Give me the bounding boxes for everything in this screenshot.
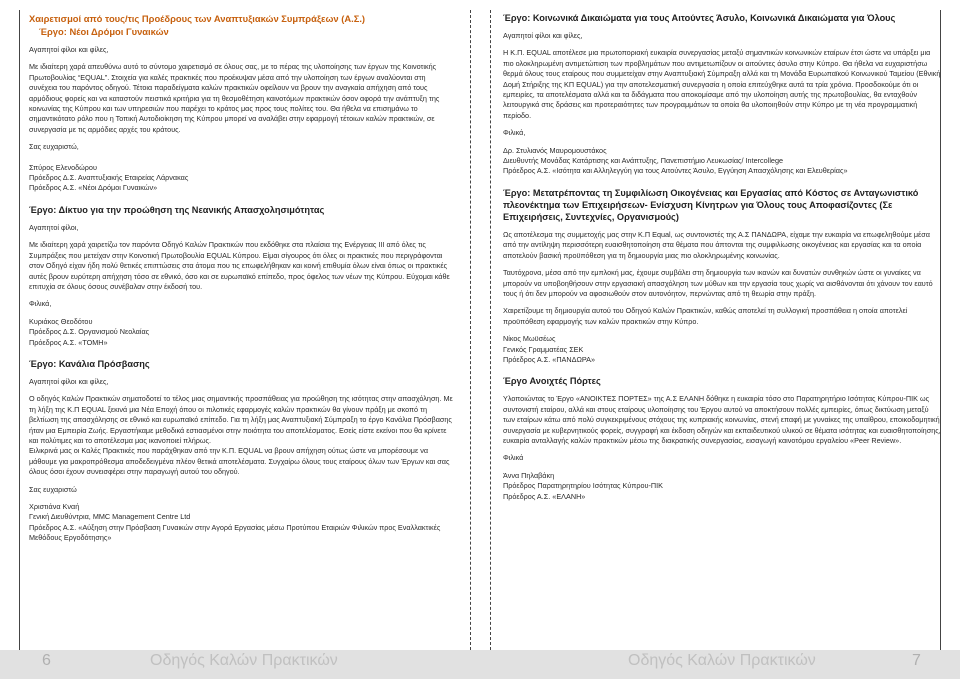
closing: Σας ευχαριστώ,	[29, 142, 79, 152]
signature: Άννα Πηλαβάκη Πρόεδρος Παρατηρητηρίου Ισότητας Κύπρου-ΠΙΚ Πρόεδρος Α.Σ. «ΕΛΑΝΗ»	[503, 470, 663, 501]
left-margin-cutline	[19, 10, 20, 650]
greeting: Αγαπητοί φίλοι και φίλες,	[29, 45, 109, 54]
closing: Σας ευχαριστώ	[29, 484, 77, 494]
page-heading: Χαιρετισμοί από τους/τις Προέδρους των Αναπτυξιακών Συμπράξεων (Α.Σ.)	[29, 13, 366, 24]
project-heading: Έργο Ανοιχτές Πόρτες	[503, 376, 601, 387]
closing: Φιλικά,	[503, 128, 526, 138]
page-number-right: 7	[912, 652, 921, 669]
body-paragraph: Ως αποτέλεσμα της συμμετοχής μας στην Κ.Π Equal, ως συντονιστές της Α.Σ ΠΑΝΔΩΡΑ, είχαμε την ευκαιρία να επωφεληθούμε μέσα από την αντίληψη περισσότερη ευαισθητοποίηση στα θέματα που άπτονται της συμφιλίωσης οικογένειας και εργασίας και τα οποία αποτελούν βασική προϋπόθεση για τη δημιουργία μιας πιο ολοκληρωμένης κοινωνίας.	[503, 229, 930, 260]
left-column	[29, 12, 455, 544]
greeting: Αγαπητοί φίλοι,	[29, 222, 79, 232]
body-paragraph: Ταυτόχρονα, μέσα από την εμπλοκή μας, έχουμε συμβάλει στη δημιουργία των ικανών και δυνατών συνθηκών ώστε οι γυναίκες να μπορούν να υποβοηθήσουν στην εργασιακή απασχόληση των μύθων και την εργασία τους χωρίς να αισθάνονται ότι χάνουν τον εαυτό τους ή ότι δεν μπορούν να αφοσιωθούν στον αυτονόητον, περνώντας από τη θεωρία στην πράξη.	[503, 268, 933, 298]
signature: Κυριάκος Θεοδότου Πρόεδρος Δ.Σ. Οργανισμού Νεολαίας Πρόεδρος Α.Σ. «ΤΟΜΗ»	[29, 316, 150, 347]
closing: Φιλικά	[503, 453, 524, 463]
greeting-body: Με ιδιαίτερη χαρά απευθύνω αυτό το σύντομο χαιρετισμό σε όλους σας, με το πέρας της υλοποίησης των έργων της Κοινοτικής Πρωτοβουλίας “EQUAL”. Στοιχεία για καλές πρακτικές που προέκυψαν μέσα από την υλοποίηση των έργων αναλύονται στη συνέχεια του παρόντος οδηγού. Τέτοια παραδείγματα καλών πρακτικών οφείλουν να βρουν την αναγκαία απήχηση από τους αρμόδιους φορείς και να καταστούν πειστικά κριτήρια για τη θεσμοθέτηση καινοτόμων πρακτικών όσον αφορά την ανάπτυξη της κοινωνίας της Κύπρου και των υπηρεσιών που παρέχει το κράτος μας προς τους πολίτες του. Θα ήθελα να επισημάνω το σημαντικότατο ρόλο που η Τοπική Αυτοδιοίκηση της Κύπρου μπορεί να αναλάβει στην εφαρμογή τέτοιων καλών πρακτικών, σε συνεργασία με τις αρμόδιες αρχές του κράτους.	[29, 62, 440, 134]
project-heading: Έργο: Κανάλια Πρόσβασης	[29, 358, 150, 369]
greeting-body: Με ιδιαίτερη χαρά χαιρετίζω τον παρόντα Οδηγό Καλών Πρακτικών που εκδόθηκε στα πλαίσια της Ενέργειας ΙΙΙ από όλες τις Συμπράξεις που μετείχαν στην Κοινοτική Πρωτοβουλία EQUAL Κύπρου. Είμαι σίγουρος ότι όλες οι πρακτικές που περιγράφονται στον Οδηγό είχαν ήδη πολύ θετικές επιπτώσεις στα άτομα που τις επωφελήθηκαν και κοινή επιθυμία όλων είναι όπως οι πρακτικές αυτές βρουν ευρύτερη απήχηση τόσο σε εθνικό, όσο και σε ευρωπαϊκό επίπεδο, προς όφελος των νέων της Κύπρου. Εύχομαι κάθε επιτυχία σε όλους όσους συνέβαλαν στην έκδοσή του.	[29, 240, 450, 291]
signature: Χριστιάνα Κναή Γενική Διευθύντρια, MMC Management Centre Ltd Πρόεδρος Α.Σ. «Αύξηση στην Πρόσβαση Γυναικών στην Αγορά Εργασίας μέσω Προτύπου Εταιριών Φιλικών προς Εναλλακτικές Μεθόδους Εργοδότησης»	[29, 502, 441, 543]
greeting: Αγαπητοί φίλοι και φίλες,	[503, 31, 583, 40]
greeting: Αγαπητοί φίλοι και φίλες,	[29, 376, 109, 386]
closing: Φιλικά,	[29, 299, 52, 309]
project-heading: Έργο: Κοινωνικά Δικαιώματα για τους Αιτούντες Άσυλο, Κοινωνικά Δικαιώματα για Όλους	[503, 13, 896, 23]
center-cutline-left	[470, 10, 471, 650]
signature: Νίκος Μωϋσέως Γενικός Γραμματέας ΣΕΚ Πρόεδρος Α.Σ. «ΠΑΝΔΩΡΑ»	[503, 334, 596, 364]
footer-title-left: Οδηγός Καλών Πρακτικών	[150, 652, 338, 669]
greeting-body: Η Κ.Π. EQUAL αποτέλεσε μια πρωτοποριακή ευκαιρία συνεργασίας μεταξύ σημαντικών κοινωνικών εταίρων έτσι ώστε να υπάρξει μια πιο ολοκληρωμένη αντιμετώπιση των προβλημάτων που αντιμετωπίζουν οι αιτούντες άσυλο στην Κύπρο. Θα ήθελα να ευχαριστήσω θερμά όλους τους εταίρους που συμμετείχαν στην Αναπτυξιακή Σύμπραξη αλλά και τη Μονάδα Ευρωπαϊκού Κοινωνικού Ταμείου (Εθνική Δομή Στήριξης της ΚΠ EQUAL) για την αποτελεσματική συνεργασία η οποία επιτεύχθηκε αυτά τα τρία χρόνια. Προσδοκούμε ότι οι εμπειρίες, τα αποτελέσματα αλλά και τα διδάγματα που αποκομίσαμε από την υλοποίηση αυτής της πρωτοβουλίας, θα ενταχθούν λειτουργικά στις δράσεις και προτεραιότητες των προγραμμάτων τα οποία θα υλοποιηθούν στην Κύπρο με τη νέα προγραμματική περίοδο.	[503, 48, 941, 120]
project-heading: Έργο: Μετατρέποντας τη Συμφιλίωση Οικογένειας και Εργασίας από Κόστος σε Ανταγωνιστικό πλεονέκτημα των Επιχειρήσεων- Ενίσχυση Κίνητρων για Όλους τους Αποφασίζοντες (Σε Επιχειρήσεις, Συντεχνίες, Οργανισμούς)	[503, 187, 919, 222]
greeting-body: Ο οδηγός Καλών Πρακτικών σηματοδοτεί το τέλος μιας σημαντικής προσπάθειας για προώθηση της ισότητας στην απασχόληση. Με τη λήξη της Κ.Π EQUAL ξεκινά μια Νέα Εποχή όπου οι πιλοτικές εφαρμογές καλών πρακτικών θα γίνουν πράξη με σκοπό τη βελτίωση της απασχόλησης σε εθνικό και ευρωπαϊκό επίπεδο. Για τη λήξη μας Αναπτυξιακή Σύμπραξη το έργο Κανάλια Πρόσβασης ήταν μια Εμπειρία Ζωής. Εργαστήκαμε μεθοδικά εστιασμένοι στην ποιότητα του αποτελέσματος. Εσείς είστε εκείνοι που θα κρίνετε και πολύτιμες και το αποτέλεσμα μας ικανοποιεί πλήρως. Ειλικρινά μας οι Καλές Πρακτικές που παράχθηκαν από την Κ.Π. EQUAL να βρουν απήχηση ούτως ώστε να μπορέσουμε να μάθουμε για μακροπρόθεσμα αποδεδειγμένα πλέον θετικά αποτελέσματα. Συγχαίρω όλους τους εταίρους όλων των Έργων και σας όλους όσοι έχουν συνεισφέρει στην παραγωγή αυτού του οδηγού.	[29, 394, 453, 477]
page-number-left: 6	[42, 652, 51, 669]
footer-title-right: Οδηγός Καλών Πρακτικών	[628, 652, 816, 669]
first-project-heading: Έργο: Νέοι Δρόμοι Γυναικών	[39, 26, 169, 37]
project-heading: Έργο: Δίκτυο για την προώθηση της Νεανικής Απασχολησιμότητας	[29, 204, 325, 215]
right-column	[503, 12, 941, 502]
right-page	[480, 0, 960, 679]
signature: Δρ. Στυλιανός Μαυρομουστάκος Διευθυντής Μονάδας Κατάρτισης και Ανάπτυξης, Πανεπιστήμιο Λευκωσίας/ Intercollege Πρόεδρος Α.Σ. «Ισότητα και Αλληλεγγύη για τους Αιτούντες Άσυλο, Εγγύηση Απασχόλησης και Ελευθερίας»	[503, 145, 848, 176]
signature: Σπύρος Ελενοδώρου Πρόεδρος Δ.Σ. Αναπτυξιακής Εταιρείας Λάρνακας Πρόεδρος Α.Σ. «Νέοι Δρόμοι Γυναικών»	[29, 162, 189, 193]
body-paragraph: Χαιρετίζουμε τη δημιουργία αυτού του Οδηγού Καλών Πρακτικών, καθώς αποτελεί τη συλλογική προσπάθεια η οποία αποτελεί προϋπόθεση εφαρμογής των καλών πρακτικών στην Κύπρο.	[503, 306, 908, 326]
body-paragraph: Υλοποιώντας το Έργο «ΑΝΟΙΚΤΕΣ ΠΟΡΤΕΣ» της Α.Σ ΕΛΑΝΗ δόθηκε η ευκαιρία τόσο στο Παρατηρητήριο Ισότητας Κύπρου-ΠΙΚ ως συντονιστή εταίρου, αλλά και στους εταίρους υλοποίησης του Έργου αυτού να αποκτήσουν πολλές εμπειρίες, όπως δικτύωση μεταξύ των εταίρων κάτω από πολύ συγκεκριμένους στόχους της κυπριακής κοινωνίας, στενή επαφή με γυναίκες της υπαίθρου, εποικοδομητική συνεργασία με κυβερνητικούς φορείς, συγγραφή και έκδοση οδηγών και εκπαιδευτικού υλικού σε θέματα ισότητας και ευαισθητοποίησης, ευκαιρία ανταλλαγής καλών πρακτικών μέσω της διακρατικής συνεργασίας, εισαγωγή καινοτόμου εργαλείου «Peer Review».	[503, 394, 941, 445]
